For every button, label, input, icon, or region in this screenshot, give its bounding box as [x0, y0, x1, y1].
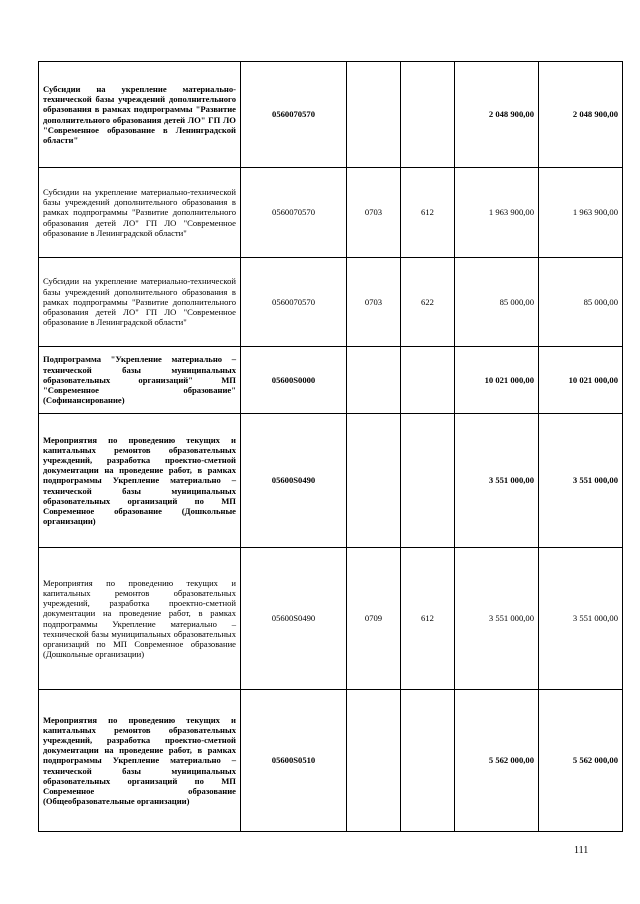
row-amount-1: 3 551 000,00 — [455, 414, 539, 548]
row-code: 05600S0000 — [241, 347, 347, 414]
row-type — [401, 62, 455, 168]
row-amount-1: 5 562 000,00 — [455, 690, 539, 832]
row-section — [347, 414, 401, 548]
row-type: 622 — [401, 258, 455, 347]
row-name: Субсидии на укрепление материально-технической базы учреждений дополнительного образования в рамках подпрограммы "Развитие дополнительного образования детей ЛО" ГП ЛО "Современное образование в Ленинградской области" — [39, 258, 241, 347]
row-amount-1: 3 551 000,00 — [455, 548, 539, 690]
row-code: 0560070570 — [241, 258, 347, 347]
table-row — [39, 258, 623, 347]
table-row — [39, 548, 623, 690]
row-section: 0703 — [347, 168, 401, 258]
row-name: Мероприятия по проведению текущих и капитальных ремонтов образовательных учреждений, разработка проектно-сметной документации на проведение работ, в рамках подпрограммы Укрепление материально – технической базы муниципальных образовательных организаций по МП Современное образование (Дошкольные организации) — [39, 548, 241, 690]
row-amount-1: 2 048 900,00 — [455, 62, 539, 168]
budget-table — [38, 61, 623, 832]
row-section — [347, 347, 401, 414]
row-amount-2: 3 551 000,00 — [539, 548, 623, 690]
row-amount-2: 5 562 000,00 — [539, 690, 623, 832]
row-amount-1: 10 021 000,00 — [455, 347, 539, 414]
page-number: 111 — [574, 845, 589, 856]
row-amount-2: 1 963 900,00 — [539, 168, 623, 258]
row-section: 0709 — [347, 548, 401, 690]
row-type — [401, 690, 455, 832]
table-row — [39, 168, 623, 258]
table-row — [39, 414, 623, 548]
row-type — [401, 347, 455, 414]
row-name: Мероприятия по проведению текущих и капитальных ремонтов образовательных учреждений, разработка проектно-сметной документации на проведение работ, в рамках подпрограммы Укрепление материально – технической базы муниципальных образовательных организаций по МП Современное образование (Общеобразовательные организации) — [39, 690, 241, 832]
table-row — [39, 690, 623, 832]
table-row — [39, 347, 623, 414]
row-name: Мероприятия по проведению текущих и капитальных ремонтов образовательных учреждений, разработка проектно-сметной документации на проведение работ, в рамках подпрограммы Укрепление материально – технической базы муниципальных образовательных организаций по МП Современное образование (Дошкольные организации) — [39, 414, 241, 548]
row-section — [347, 690, 401, 832]
row-amount-2: 10 021 000,00 — [539, 347, 623, 414]
table-row — [39, 62, 623, 168]
row-type: 612 — [401, 548, 455, 690]
row-amount-2: 85 000,00 — [539, 258, 623, 347]
row-amount-2: 3 551 000,00 — [539, 414, 623, 548]
row-type — [401, 414, 455, 548]
row-name: Субсидии на укрепление материально-технической базы учреждений дополнительного образования в рамках подпрограммы "Развитие дополнительного образования детей ЛО" ГП ЛО "Современное образование в Ленинградской области" — [39, 62, 241, 168]
row-type: 612 — [401, 168, 455, 258]
row-amount-1: 85 000,00 — [455, 258, 539, 347]
row-code: 05600S0490 — [241, 548, 347, 690]
row-amount-1: 1 963 900,00 — [455, 168, 539, 258]
row-code: 0560070570 — [241, 62, 347, 168]
row-code: 0560070570 — [241, 168, 347, 258]
row-name: Подпрограмма "Укрепление материально – технической базы муниципальных образовательных организаций" МП "Современное образование" (Софинансирование) — [39, 347, 241, 414]
row-section: 0703 — [347, 258, 401, 347]
row-code: 05600S0510 — [241, 690, 347, 832]
row-amount-2: 2 048 900,00 — [539, 62, 623, 168]
row-section — [347, 62, 401, 168]
row-name: Субсидии на укрепление материально-технической базы учреждений дополнительного образования в рамках подпрограммы "Развитие дополнительного образования детей ЛО" ГП ЛО "Современное образование в Ленинградской области" — [39, 168, 241, 258]
row-code: 05600S0490 — [241, 414, 347, 548]
